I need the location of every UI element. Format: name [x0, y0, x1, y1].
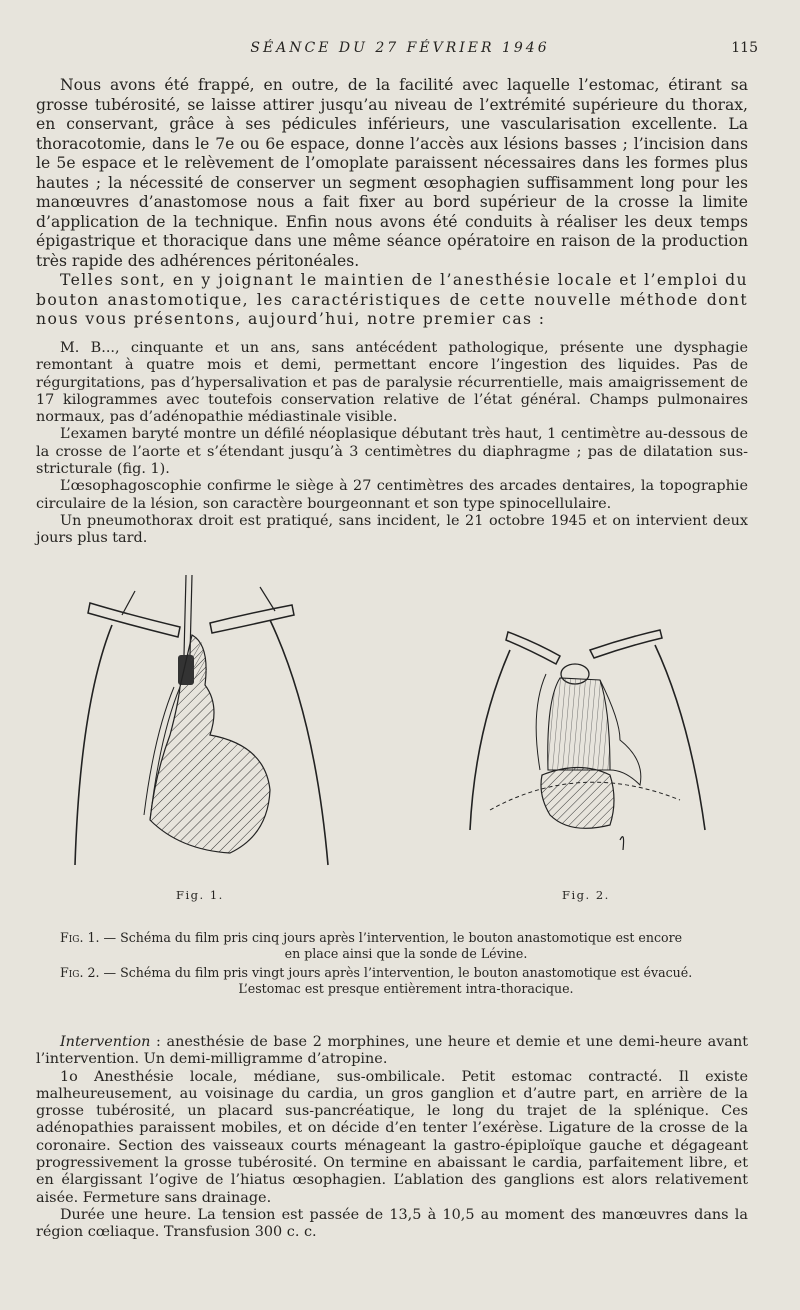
point-1-text: Anesthésie locale, médiane, sus-ombilicale. Petit estomac contracté. Il existe malheureusement, au voisinage du cardia, un gros ganglion et d’autre part, en arrière de la grosse tubérosité, un placard sus-pancréatique, le long du trajet de la splénique. Ces adénopathies paraissent mobiles, et on décide d’en tenter l’exérèse. Ligature de la crosse de la coronaire. Section des vaisseaux courts ménageant la gastro-épiploïque gauche et dégageant progressivement la grosse tubérosité. On termine en abaissant le cardia, parfaitement libre, et en élargissant l’ogive de l’hiatus œsophagien. L’ablation des ganglions est alors relativement aisée. Fermeture sans drainage. — [36, 1068, 748, 1206]
intervention-label: Intervention — [60, 1034, 151, 1050]
case-paragraph-1: M. B..., cinquante et un ans, sans antécédent pathologique, présente une dysphagie remontant à quatre mois et demi, permettant encore l’ingestion des liquides. Pas de régurgitations, pas d’hypersalivation et pas de paralysie récurrentielle, mais amaigrissement de 17 kilogrammes avec toutefois conservation relative de l’état général. Champs pulmonaires normaux, pas d’adénopathie médiastinale visible. — [36, 340, 748, 426]
page-number: 115 — [731, 40, 758, 56]
case-paragraph-2: L’examen baryté montre un défilé néoplasique débutant très haut, 1 centimètre au-dessous de la crosse de l’aorte et s’étendant jusqu’à 3 centimètres du diaphragme ; pas de dilatation sus-stricturale (fig. 1). — [36, 426, 748, 478]
caption-1-line-1: — Schéma du film pris cinq jours après l’intervention, le bouton anastomotique est encore — [103, 930, 683, 945]
figure-captions — [36, 930, 752, 1000]
intervention-section — [36, 1034, 748, 1242]
figure-2-label: Fig. 2. — [562, 888, 610, 902]
figure-1-drawing — [60, 575, 330, 875]
caption-2-line-2: L’estomac est presque entièrement intra-thoracique. — [238, 981, 574, 996]
figure-1-caption — [36, 930, 752, 962]
intro-paragraph-2: Telles sont, en y joignant le maintien de l’anesthésie locale et l’emploi du bouton anastomotique, les caractéristiques de cette nouvelle méthode dont nous vous présentons, aujourd’hui, notre premier cas : — [36, 271, 748, 328]
figure-1-label: Fig. 1. — [176, 888, 224, 902]
case-paragraph-3: L’œsophagoscophie confirme le siège à 27 centimètres des arcades dentaires, la topographie circulaire de la lésion, son caractère bourgeonnant et son type spinocellulaire. — [36, 478, 748, 512]
caption-2-line-1: — Schéma du film pris vingt jours après l’intervention, le bouton anastomotique est évacué. — [103, 965, 693, 980]
intervention-point-1 — [36, 1069, 748, 1207]
case-report — [36, 340, 748, 548]
intervention-duration: Durée une heure. La tension est passée de 13,5 à 10,5 au moment des manœuvres dans la région cœliaque. Transfusion 300 c. c. — [36, 1206, 748, 1241]
caption-1-line-2: en place ainsi que la sonde de Lévine. — [284, 946, 528, 961]
case-paragraph-4: Un pneumothorax droit est pratiqué, sans incident, le 21 octobre 1945 et on intervient deux jours plus tard. — [36, 512, 748, 547]
intro-paragraph-1: Nous avons été frappé, en outre, de la facilité avec laquelle l’estomac, étirant sa grosse tubérosité, se laisse attirer jusqu’au niveau de l’extrémité supérieure du thorax, en conservant, grâce à ses pédicules inférieurs, une vascularisation excellente. La thoracotomie, dans le 7e ou 6e espace, donne l’accès aux lésions basses ; l’incision dans le 5e espace et le relèvement de l’omoplate paraissent nécessaires dans les formes plus hautes ; la nécessité de conserver un segment œsophagien suffisamment long pour les manœuvres d’anastomose nous a fait fixer au bord supérieur de la crosse la limite d’application de la technique. Enfin nous avons été conduits à réaliser les deux temps épigastrique et thoracique dans une même séance opératoire en raison de la production très rapide des adhérences péritonéales. — [36, 76, 748, 270]
figure-2-drawing — [460, 620, 710, 870]
page-header — [30, 40, 770, 60]
intervention-text: : anesthésie de base 2 morphines, une heure et demie et une demi-heure avant l’intervention. Un demi-milligramme d’atropine. — [36, 1034, 748, 1068]
running-title: SÉANCE DU 27 FÉVRIER 1946 — [250, 40, 550, 56]
caption-2-prefix: Fig. 2. — [60, 965, 100, 980]
figure-2-caption — [36, 965, 752, 997]
intervention-paragraph — [36, 1034, 748, 1069]
point-1-number: 1o — [60, 1068, 78, 1085]
intro-text — [36, 76, 748, 330]
caption-1-prefix: Fig. 1. — [60, 930, 100, 945]
